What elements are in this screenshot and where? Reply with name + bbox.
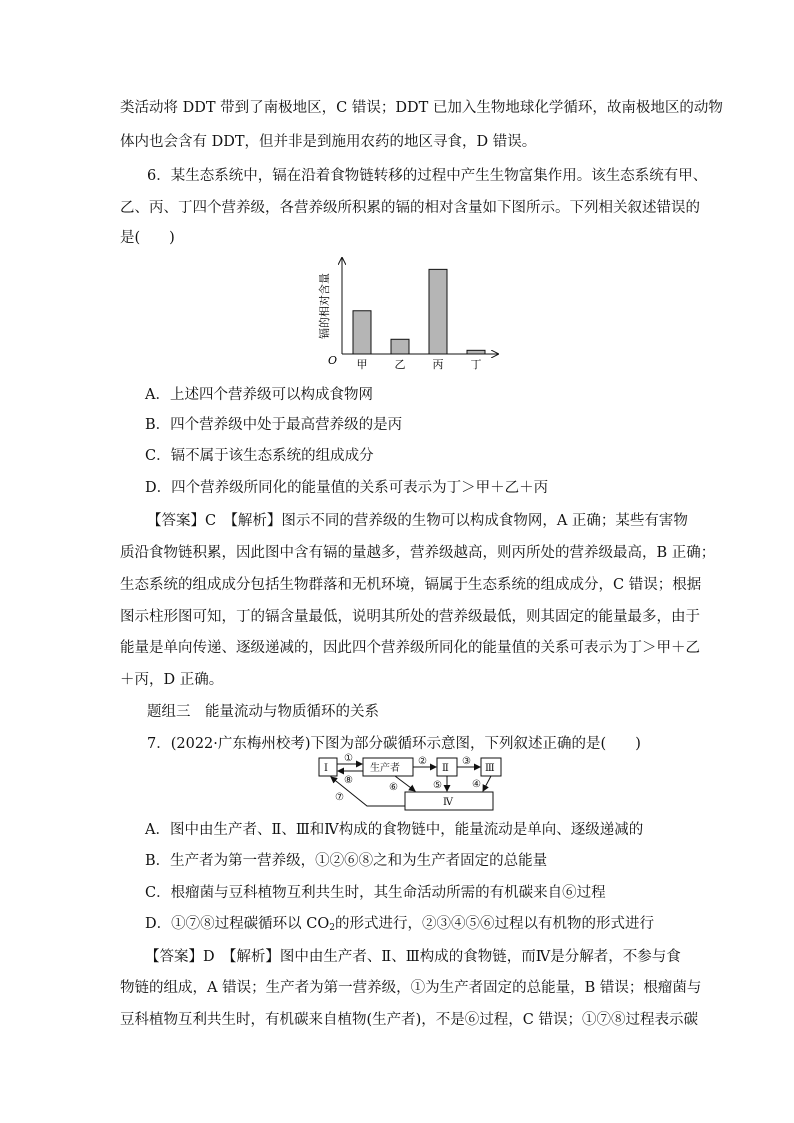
q7-answer-1: 【答案】D 【解析】图中由生产者、Ⅱ、Ⅲ构成的食物链，而Ⅳ是分解者，不参与食 — [145, 949, 681, 965]
group3-title: 题组三 能量流动与物质循环的关系 — [147, 704, 379, 720]
origin-label: O — [328, 354, 338, 367]
q7-option-b: B．生产者为第一营养级，①②⑥⑧之和为生产者固定的总能量 — [145, 853, 548, 869]
bar-3 — [429, 269, 447, 354]
box-I — [319, 758, 337, 776]
label-n7: ⑦ — [335, 792, 344, 803]
bar-4 — [467, 350, 485, 354]
y-axis-label: 镉的相对含量 — [318, 273, 331, 339]
bar-1 — [353, 311, 371, 354]
q6-option-c: C．镉不属于该生态系统的组成成分 — [145, 448, 374, 464]
bar-2 — [391, 339, 409, 354]
x-tick-label-3: 丙 — [432, 358, 444, 371]
label-n6: ⑥ — [389, 782, 398, 793]
q6-option-b: B．四个营养级中处于最高营养级的是丙 — [145, 417, 403, 433]
q6-option-d: D．四个营养级所同化的能量值的关系可表示为丁＞甲＋乙＋丙 — [145, 480, 549, 496]
label-box-IV: Ⅳ — [443, 797, 453, 808]
x-tick-label-4: 丁 — [470, 358, 482, 371]
cadmium-bar-chart — [300, 250, 510, 375]
q6-stem-1: 6．某生态系统中，镉在沿着食物链转移的过程中产生生物富集作用。该生态系统有甲、 — [147, 168, 708, 184]
label-n1: ① — [344, 753, 353, 764]
q7-answer-3: 豆科植物互利共生时，有机碳来自植物(生产者)，不是⑥过程，C 错误；①⑦⑧过程表示碳 — [120, 1012, 699, 1028]
label-box-III: Ⅲ — [485, 763, 495, 774]
x-tick-label-2: 乙 — [394, 358, 406, 371]
q6-option-a: A．上述四个营养级可以构成食物网 — [145, 387, 373, 403]
q7-option-a: A．图中由生产者、Ⅱ、Ⅲ和Ⅳ构成的食物链中，能量流动是单向、逐级递减的 — [145, 822, 644, 838]
q6-answer-4: 图示柱形图可知，丁的镉含量最低，说明其所处的营养级最低，则其固定的能量最多，由于 — [120, 609, 700, 625]
q7-option-d — [145, 914, 654, 938]
label-n5: ⑤ — [433, 780, 442, 791]
label-n3: ③ — [462, 756, 471, 767]
label-n2: ② — [418, 756, 427, 767]
label-box-producer: 生产者 — [370, 763, 400, 774]
q6-answer-2: 质沿食物链积累，因此图中含有镉的量越多，营养级越高，则丙所处的营养级最高，B 正确； — [120, 545, 716, 561]
intro-line-2: 体内也会含有 DDT，但并非是到施用农药的地区寻食，D 错误。 — [120, 134, 537, 150]
q7-option-d-sub: 2 — [329, 923, 335, 933]
label-n4: ④ — [472, 779, 481, 790]
q7-answer-2: 物链的组成，A 错误；生产者为第一营养级，①为生产者固定的总能量，B 错误；根瘤菌与 — [120, 980, 702, 996]
q6-stem-2: 乙、丙、丁四个营养级，各营养级所积累的镉的相对含量如下图所示。下列相关叙述错误的 — [120, 200, 700, 216]
q6-stem-3: 是( ) — [120, 230, 175, 246]
label-n8: ⑧ — [344, 775, 353, 786]
label-box-I: Ⅰ — [324, 763, 328, 774]
x-tick-label-1: 甲 — [356, 358, 368, 371]
q6-answer-1: 【答案】C 【解析】图示不同的营养级的生物可以构成食物网，A 正确；某些有害物 — [147, 513, 688, 529]
intro-line-1: 类活动将 DDT 带到了南极地区，C 错误；DDT 已加入生物地球化学循环，故南极地区的动物 — [120, 100, 723, 116]
q7-option-d-pre: D．①⑦⑧过程碳循环以 CO — [145, 916, 330, 932]
q6-answer-6: ＋丙，D 正确。 — [120, 672, 224, 688]
q7-stem: 7．(2022·广东梅州校考)下图为部分碳循环示意图，下列叙述正确的是( ) — [147, 736, 641, 752]
q7-option-d-post: 的形式进行，②③④⑤⑥过程以有机物的形式进行 — [334, 916, 654, 932]
q6-answer-3: 生态系统的组成成分包括生物群落和无机环境，镉属于生态系统的组成成分，C 错误；根据 — [120, 577, 702, 593]
carbon-cycle-diagram — [315, 752, 505, 814]
q7-option-c: C．根瘤菌与豆科植物互利共生时，其生命活动所需的有机碳来自⑥过程 — [145, 885, 606, 901]
label-box-II: Ⅱ — [442, 763, 449, 774]
q6-answer-5: 能量是单向传递、逐级递减的，因此四个营养级所同化的能量值的关系可表示为丁＞甲＋乙 — [120, 640, 700, 656]
